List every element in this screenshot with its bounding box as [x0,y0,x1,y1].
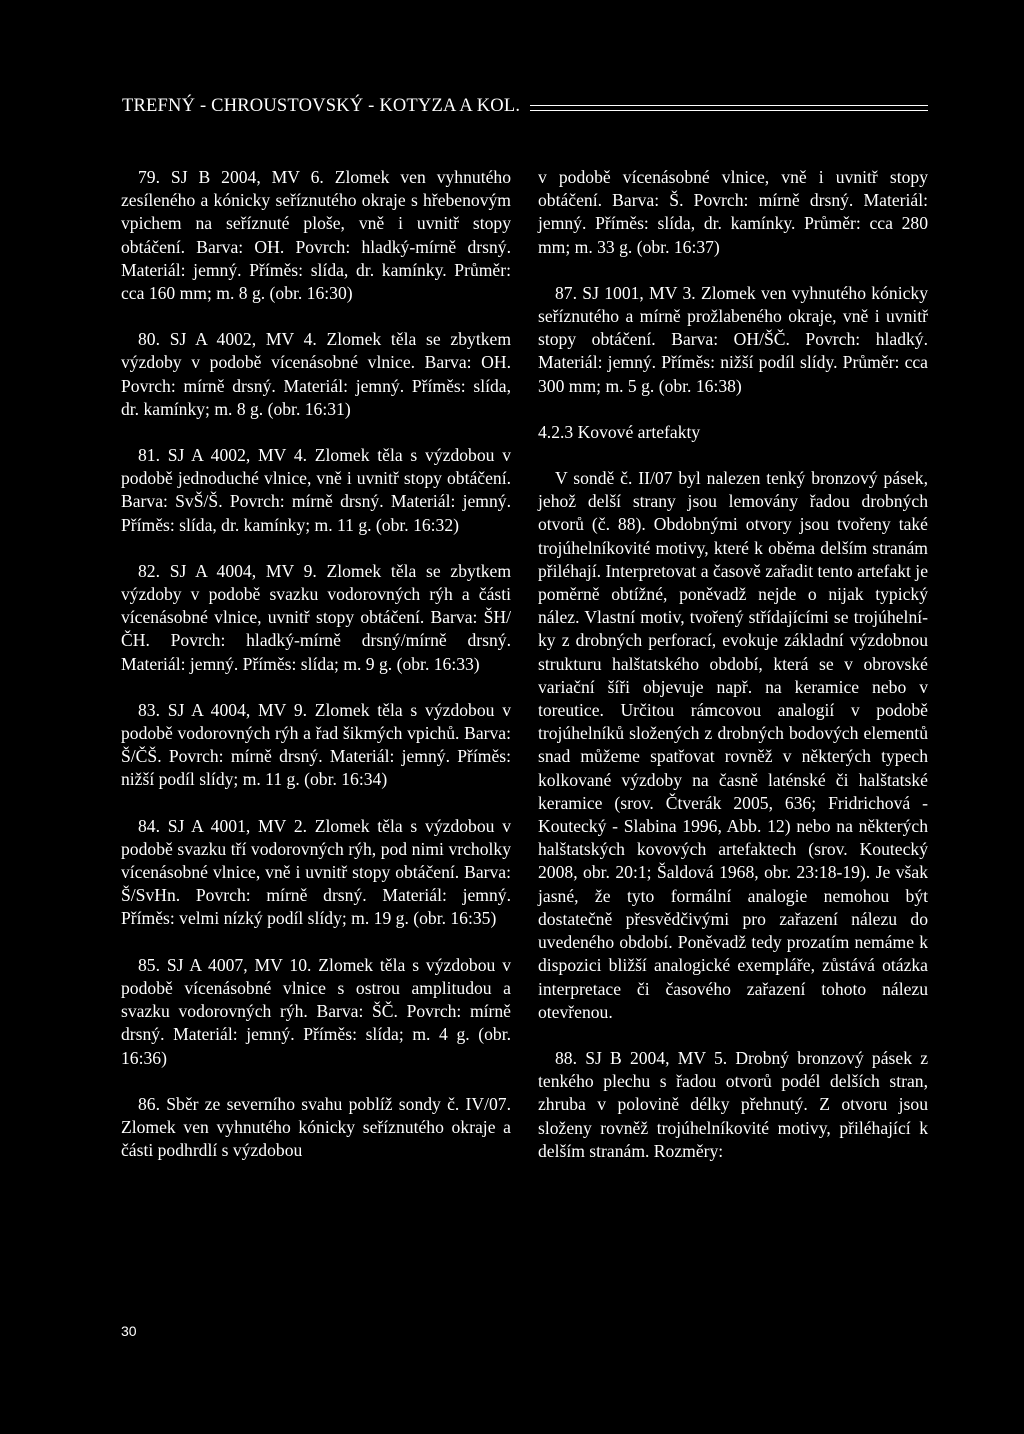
catalog-entry-88: 88. SJ B 2004, MV 5. Drobný bronzový pásek z tenkého plechu s řadou otvorů podél delších stran, zhruba v polovině délky přehnutý. Z otvoru jsou složeny rovněž trojúhelníkovité motivy, přiléhající k delším stranám. Rozměry: [538,1047,928,1161]
right-column [538,166,928,1163]
catalog-entry-84: 84. SJ A 4001, MV 2. Zlomek těla s výzdobou v podobě svazku tří vodorovných rýh, pod nimi vrcholky vícenásobné vlnice, vně i uvnitř stopy obtáčení. Barva: Š/SvHn. Povrch: mírně drsný. Materiál: jemný. Příměs: velmi nízký podíl slídy; m. 19 g. (obr. 16:35) [121,815,511,929]
catalog-entry-87: 87. SJ 1001, MV 3. Zlomek ven vyhnutého kónicky seříznutého a mírně prožlabeného okraje, vně i uvnitř stopy obtáčení. Barva: OH/ŠČ. Povrch: hladký. Materiál: jemný. Příměs: nižší podíl slídy. Průměr: cca 300 mm; m. 5 g. (obr. 16:38) [538,282,928,396]
section-body-text: V sondě č. II/07 byl nalezen tenký bronzový pásek, jehož delší strany jsou lemovány řadou drobných otvorů (č. 88). Obdobnými otvory jsou tvořeny také trojúhelníkovité motivy, které k oběma delším stranám přiléhají. Interpretovat a časově zařadit tento artefakt je poměrně obtížné, poněvadž nejde o nijak typický nález. Vlastní motiv, tvořený střídajícími se trojúhelníky z drobných perforací, evokuje základní výzdobnou strukturu halštatského období, která se v obrovské variační šíři objevuje např. na keramice nebo v toreutice. Určitou rámcovou analogií v podobě trojúhelníků složených z drobných bodových elementů snad můžeme spatřovat rovněž v některých typech kolkované výzdoby na časně laténské či halštatské keramice (srov. Čtverák 2005, 636; Fridrichová - Koutecký - Slabina 1996, Abb. 12) nebo na některých halštatských kovových artefaktech (srov. Koutecký 2008, obr. 20:1; Šaldová 1968, obr. 23:18-19). Je však jasné, že tyto formální analogie nemohou být dostatečně přesvědčivými pro zařazení nálezu do uvedeného období. Poněvadž tedy prozatím nemáme k dispozici bližší analogické exempláře, zůstává otázka interpretace či časového zařazení tohoto nálezu otevřenou. [538,468,928,1022]
paragraph-gap [538,259,928,282]
paragraph-gap [121,676,511,699]
paragraph-gap [121,931,511,954]
paragraph-gap [121,305,511,328]
header-double-rule [530,105,928,111]
paragraph-gap [121,537,511,560]
paragraph-gap [538,1024,928,1047]
catalog-entry-86: 86. Sběr ze severního svahu poblíž sondy č. IV/07. Zlomek ven vyhnutého kónicky seříznutého okraje a části podhrdlí s výzdobou [121,1093,511,1161]
running-header-title: TREFNÝ - CHROUSTOVSKÝ - KOTYZA A KOL. [122,95,521,116]
catalog-entry-81: 81. SJ A 4002, MV 4. Zlomek těla s výzdobou v podobě jednoduché vlnice, vně i uvnitř stopy obtáčení. Barva: SvŠ/Š. Povrch: mírně drsný. Materiál: jemný. Příměs: slída, dr. kamínky; m. 11 g. (obr. 16:32) [121,445,511,535]
running-header [122,95,928,117]
paragraph-gap [121,421,511,444]
paragraph-gap [538,398,928,421]
paragraph-gap [121,792,511,815]
catalog-entry-80: 80. SJ A 4002, MV 4. Zlomek těla se zbytkem výzdoby v podobě vícenásobné vlnice. Barva: OH. Povrch: mírně drsný. Materiál: jemný. Příměs: slída, dr. kamínky; m. 8 g. (obr. 16:31) [121,329,511,419]
page-number: 30 [121,1323,137,1339]
catalog-entry-85: 85. SJ A 4007, MV 10. Zlomek těla s výzdobou v podobě vícenásobné vlnice s ostrou amplitudou a svazku vodorovných rýh. Barva: ŠČ. Povrch: mírně drsný. Materiál: jemný. Příměs: slída; m. 4 g. (obr. 16:36) [121,954,511,1068]
paragraph-gap [121,1070,511,1093]
paragraph-gap [538,444,928,467]
catalog-entry-86-continued: v podobě vícenásobné vlnice, vně i uvnitř stopy obtáčení. Barva: Š. Povrch: mírně drsný. Materiál: jemný. Příměs: slída, dr. kamínky. Průměr: cca 280 mm; m. 33 g. (obr. 16:37) [538,167,928,257]
catalog-entry-79: 79. SJ B 2004, MV 6. Zlomek ven vyhnutého zesíleného a kónicky seříznutého okraje s hřebenovým vpichem na seříznuté ploše, vně i uvnitř stopy obtáčení. Barva: OH. Povrch: hladký-mírně drsný. Materiál: jemný. Příměs: slída, dr. kamínky. Průměr: cca 160 mm; m. 8 g. (obr. 16:30) [121,167,511,304]
catalog-entry-82: 82. SJ A 4004, MV 9. Zlomek těla se zbytkem výzdoby v podobě svazku vodorovných rýh a části vícenásobné vlnice, uvnitř stopy obtáčení. Barva: ŠH/ČH. Povrch: hladký-mírně drsný/mírně drsný. Materiál: jemný. Příměs: slída; m. 9 g. (obr. 16:33) [121,560,511,674]
catalog-entry-83: 83. SJ A 4004, MV 9. Zlomek těla s výzdobou v podobě vodorovných rýh a řad šikmých vpichů. Barva: Š/ČŠ. Povrch: mírně drsný. Materiál: jemný. Příměs: nižší podíl slídy; m. 11 g. (obr. 16:34) [121,699,511,790]
left-column [121,166,511,1162]
section-heading: 4.2.3 Kovové artefakty [538,421,701,442]
